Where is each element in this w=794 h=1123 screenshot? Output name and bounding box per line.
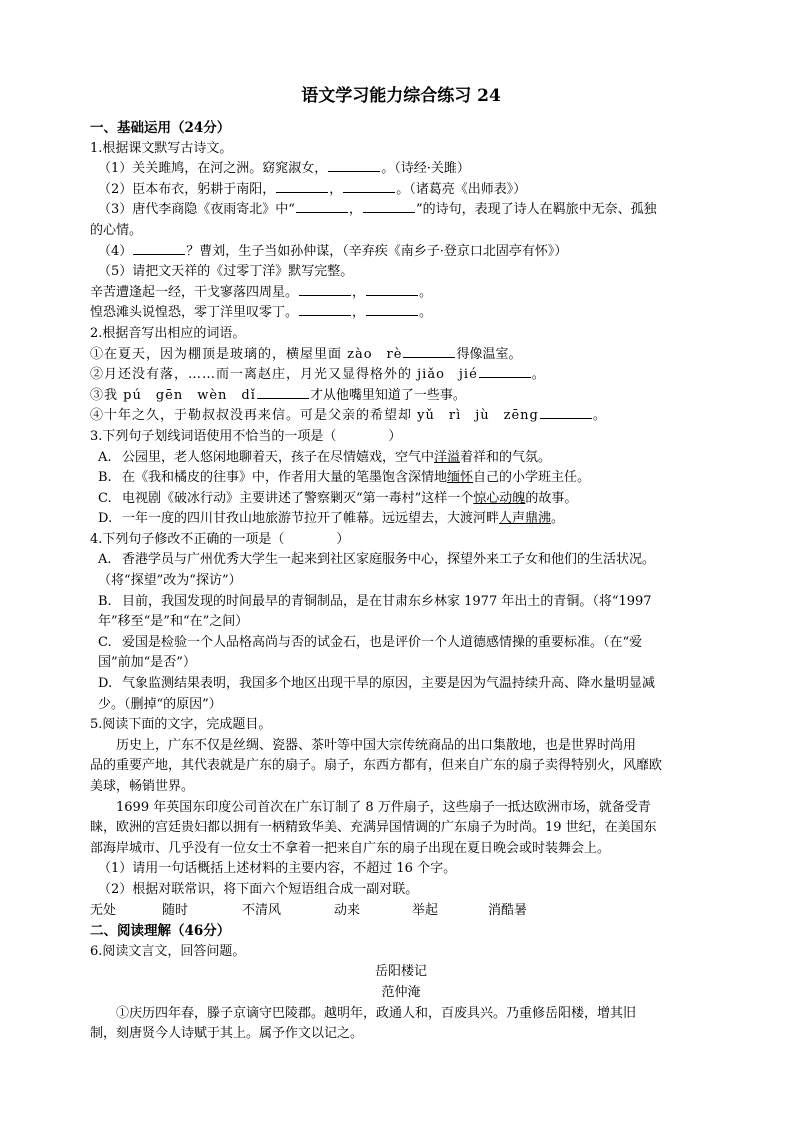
q2-item-1: ①在夏天，因为棚顶是玻璃的，横屋里面 zào rè 得像温室。 <box>90 346 522 362</box>
q2-item-3: ③我 pú gēn wèn dǐ 才从他嘴里知道了一些事。 <box>90 387 466 403</box>
passage-paragraph-2-end: 部海岸城市、几乎没有一位女士不拿着一把来自广东的扇子出现在夏日晚会或时装舞会上。 <box>90 840 611 856</box>
q1-item-4: （4） ？曹刘，生子当如孙仲谋，（辛弃疾《南乡子·登京口北固亭有怀》） <box>98 243 568 259</box>
q4-option-c[interactable]: C. 爱国是检验一个人品格高尚与否的试金石，也是评价一个人道德感情操的重要标准。（在“爱 <box>98 634 643 650</box>
answer-blank[interactable] <box>296 200 348 213</box>
answer-blank[interactable] <box>299 303 351 316</box>
q1-item-3: （3）唐代李商隐《夜雨寄北》中“ ， ”的诗句，表现了诗人在羁旅中无奈、孤独 <box>98 202 657 218</box>
phrase: 消酷暑 <box>488 902 528 918</box>
q3-option-a[interactable]: A. 公园里，老人悠闲地聊着天，孩子在尽情嬉戏，空气中洋溢着祥和的气氛。 <box>98 449 552 465</box>
q3-option-d[interactable]: D. 一年一度的四川甘孜山地旅游节拉开了帷幕。远远望去，大渡河畔人声鼎沸。 <box>98 511 565 527</box>
answer-blank[interactable] <box>363 200 415 213</box>
answer-blank[interactable] <box>366 303 418 316</box>
passage-paragraph-1: 历史上，广东不仅是丝绸、瓷器、茶叶等中国大宗传统商品的出口集散地，也是世界时尚用 <box>116 737 637 753</box>
q5-subquestion-2: （2）根据对联常识，将下面六个短语组合成一副对联。 <box>98 881 419 897</box>
q1-item-2: （2）臣本布衣，躬耕于南阳， ， 。（诸葛亮《出师表》） <box>98 181 527 197</box>
passage-paragraph-1-cont: 品的重要产地，其代表就是广东的扇子。扇子，东西方都有，但来自广东的扇子卖得特别火，风靡欧 <box>90 758 663 774</box>
page-title: 语文学习能力综合练习 24 <box>301 86 501 106</box>
phrase: 举起 <box>412 902 439 918</box>
answer-blank[interactable] <box>403 345 455 358</box>
passage-title: 岳阳楼记 <box>374 964 427 980</box>
question-2-stem: 2.根据音写出相应的词语。 <box>90 325 246 341</box>
classical-paragraph-1: ①庆历四年春，滕子京谪守巴陵郡。越明年，政通人和，百废具兴。乃重修岳阳楼，增其旧 <box>116 1005 637 1021</box>
q4-option-a[interactable]: A. 香港学员与广州优秀大学生一起来到社区家庭服务中心，探望外来工子女和他们的生活状况。 <box>98 552 656 568</box>
underlined-word: 人声鼎沸 <box>499 511 552 527</box>
underlined-word: 洋溢 <box>434 449 461 465</box>
q1-item-5: （5）请把文天祥的《过零丁洋》默写完整。 <box>98 264 354 280</box>
section-heading-basics: 一、基础运用（24分） <box>90 120 231 136</box>
q1-item-1: （1）关关雎鸠，在河之洲。窈窕淑女， 。（诗经·关雎） <box>98 161 470 177</box>
question-6-stem: 6.阅读文言文，回答问题。 <box>90 943 246 959</box>
underlined-word: 惊心动魄 <box>473 490 526 506</box>
exam-page <box>90 84 712 1045</box>
underlined-word: 缅怀 <box>447 470 474 486</box>
q1-poem-line-2: 惶恐滩头说惶恐，零丁洋里叹零丁。 ， 。 <box>90 305 433 321</box>
q2-item-4: ④十年之久，于勒叔叔没再来信。可是父亲的希望却 yǔ rì jù zēng 。 <box>90 408 606 424</box>
question-5-stem: 5.阅读下面的文字，完成题目。 <box>90 717 272 733</box>
answer-blank[interactable] <box>276 180 328 193</box>
answer-blank[interactable] <box>479 365 531 378</box>
question-1-stem: 1.根据课文默写古诗文。 <box>90 140 233 156</box>
q1-item-3-continued: 的心情。 <box>90 222 143 238</box>
phrase: 动来 <box>334 902 361 918</box>
passage-paragraph-2-cont: 睐，欧洲的宫廷贵妇都以拥有一柄精致华美、充满异国情调的广东扇子为时尚。19 世纪，在美国东 <box>90 820 657 836</box>
q3-option-c[interactable]: C. 电视剧《破冰行动》主要讲述了警察剿灭“第一毒村”这样一个惊心动魄的故事。 <box>98 490 578 506</box>
question-4-stem: 4.下列句子修改不正确的一项是（ ） <box>90 531 350 547</box>
section-heading-reading: 二、阅读理解（46分） <box>90 923 231 940</box>
answer-blank[interactable] <box>257 386 309 399</box>
passage-paragraph-2: 1699 年英国东印度公司首次在广东订制了 8 万件扇子，这些扇子一抵达欧洲市场，就备受青 <box>116 799 651 815</box>
passage-paragraph-1-end: 美球，畅销世界。 <box>90 779 195 794</box>
answer-blank[interactable] <box>343 180 395 193</box>
q4-option-a-note: （将“探望”改为“探访”） <box>98 573 242 589</box>
q4-option-d[interactable]: D. 气象监测结果表明，我国多个地区出现干旱的原因，主要是因为气温持续升高、降水量明显减 <box>98 676 656 692</box>
answer-blank[interactable] <box>299 283 351 296</box>
answer-blank[interactable] <box>540 406 592 419</box>
q5-subquestion-1: （1）请用一句话概括上述材料的主要内容，不超过 16 个字。 <box>98 861 457 877</box>
passage-author: 范仲淹 <box>381 984 421 1000</box>
q4-option-c-note: 国”前加“是否”） <box>98 655 196 671</box>
q2-item-2: ②月还没有落，……而一离赵庄，月光又显得格外的 jiǎo jié 。 <box>90 367 545 383</box>
q4-option-b-note: 年”移至“是”和“在”之间） <box>98 614 249 630</box>
q1-poem-line-1: 辛苦遭逢起一经，干戈寥落四周星。 ， 。 <box>90 284 433 300</box>
question-3-stem: 3.下列句子划线词语使用不恰当的一项是（ ） <box>90 428 402 444</box>
phrase: 无处 <box>90 902 117 918</box>
q4-option-b[interactable]: B. 目前，我国发现的时间最早的青铜制品，是在甘肃东乡林家 1977 年出土的青铜。（将“1997 <box>98 593 652 609</box>
phrase: 不清风 <box>242 902 282 918</box>
answer-blank[interactable] <box>328 159 380 172</box>
q3-option-b[interactable]: B. 在《我和橘皮的往事》中，作者用大量的笔墨饱含深情地缅怀自己的小学班主任。 <box>98 470 591 486</box>
answer-blank[interactable] <box>366 283 418 296</box>
classical-paragraph-1-cont: 制，刻唐贤今人诗赋于其上。属予作文以记之。 <box>90 1026 364 1042</box>
phrase: 随时 <box>162 902 189 918</box>
couplet-phrases <box>90 901 712 922</box>
answer-blank[interactable] <box>133 242 185 255</box>
q4-option-d-note: 少。（删掉“的原因”） <box>98 696 222 712</box>
